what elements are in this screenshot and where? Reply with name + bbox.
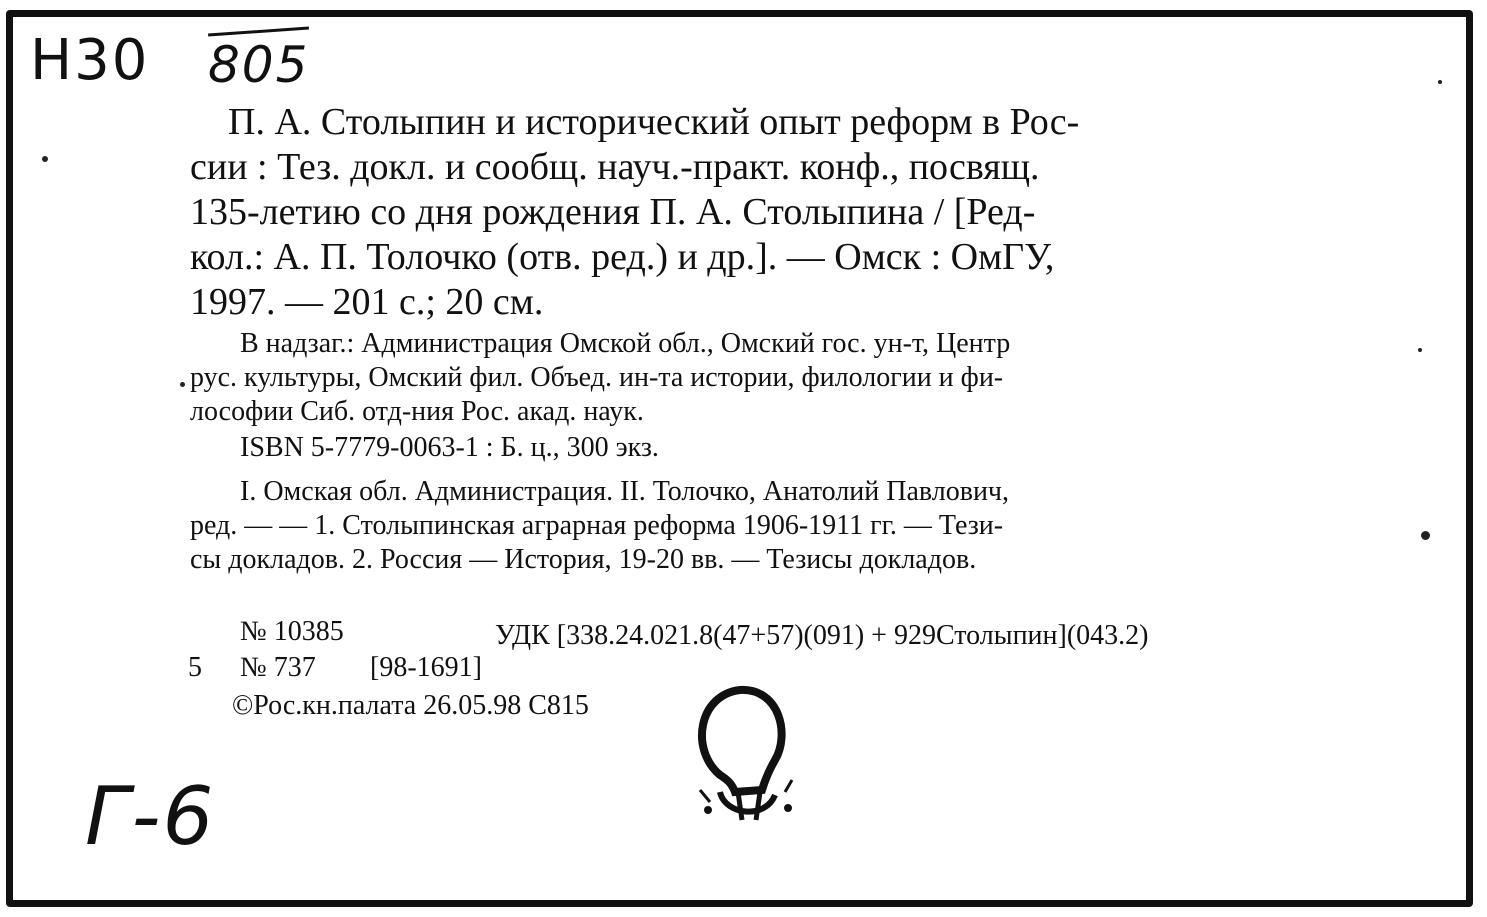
registry-number: № 10385 [240, 616, 344, 647]
isbn-line: ISBN 5-7779-0063-1 : Б. ц., 300 экз. [240, 432, 659, 463]
handwritten-code: Н30 [30, 28, 150, 93]
subjects-line-3: сы докладов. 2. Россия — История, 19-20 вв. — Тезисы докладов. [190, 544, 977, 575]
handwritten-number [208, 36, 309, 94]
copyright-line: ©Рос.кн.палата 26.05.98 С815 [232, 690, 589, 721]
title-line-3: 135-летию со дня рождения П. А. Столыпина / [Ред- [190, 191, 1036, 233]
speck [42, 156, 48, 162]
udc-line: УДК [338.24.021.8(47+57)(091) + 929Столыпин](043.2) [495, 620, 1149, 651]
second-number: № 737 [240, 652, 316, 683]
registry-prefix: 5 [188, 652, 202, 683]
speck [1418, 348, 1422, 352]
title-line-2: сии : Тез. докл. и сообщ. науч.-практ. конф., посвящ. [190, 146, 1040, 188]
title-line-4: кол.: А. П. Толочко (отв. ред.) и др.]. — Омск : ОмГУ, [190, 236, 1055, 278]
note-line-1: В надзаг.: Администрация Омской обл., Омский гос. ун-т, Центр [240, 328, 1011, 359]
title-line-1: П. А. Столыпин и исторический опыт реформ в Рос- [228, 101, 1080, 143]
second-code: [98-1691] [370, 652, 482, 683]
subjects-line-1: I. Омская обл. Администрация. II. Толочко, Анатолий Павлович, [240, 476, 1010, 507]
speck [1438, 80, 1442, 84]
note-line-3: лософии Сиб. отд-ния Рос. акад. наук. [190, 396, 644, 427]
title-line-5: 1997. — 201 с.; 20 см. [190, 281, 544, 323]
note-line-2: рус. культуры, Омский фил. Объед. ин-та истории, филологии и фи- [190, 362, 1004, 393]
speck [180, 382, 185, 387]
subjects-line-2: ред. — — 1. Столыпинская аграрная реформа 1906-1911 гг. — Тези- [190, 510, 1004, 541]
handwritten-number-text: 805 [208, 36, 310, 94]
handwritten-shelf-mark: Г-6 [85, 770, 216, 863]
library-stamp [680, 680, 810, 840]
speck [1421, 531, 1430, 540]
